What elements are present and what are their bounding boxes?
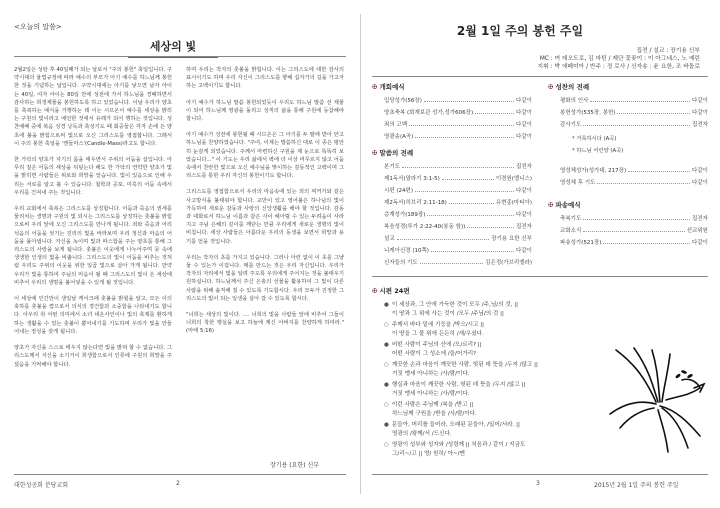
bullet-icon: ○ <box>384 402 389 408</box>
bottom-divider <box>14 474 346 475</box>
psalm-verse: 거짓 맹세 아니하는 /사/람/이다. <box>392 391 470 397</box>
bottom-divider <box>372 474 708 475</box>
top-divider <box>14 56 346 57</box>
paragraph: 아기 예수가 하느님 말씀 봉헌되었듯이 우리도 하느님 말씀 선 제물이 되어 하느님께 영광을 돌리고 성직의 삶을 통해 구원에 동참해야 합니다. <box>186 99 344 123</box>
sermon-column-1 <box>14 66 172 377</box>
order-row: 영성체성가(성가대, 217장) 다같이 <box>560 168 708 174</box>
sermon-column-2 <box>186 66 344 344</box>
psalm-verse: 하느님께 구원을 /받을 /사/람/이다. <box>392 411 477 417</box>
paragraph: 한 가닥의 양초가 자기의 몸을 태우면서 주위의 어둠을 삽입니다. 아무리 짙은 어둠의 세상을 뒤덮는다 해도 한 가닥의 연약한 양초가 빛을 밝히면 사람들은 위로와 희망을 얻습니다. 빛이 있음으로 인해 우리는 서로를 알고 볼 수 있습니다. 철학과 공포, 미혹의 어둠 속에서 우리를 건져내 주는 것입니다. <box>14 157 172 196</box>
order-row: 니케아신경 (10쪽) 다같이 <box>384 248 532 254</box>
psalm-verse: 그/리~/고 || 영/ 원히/ 아~/멘 <box>392 451 465 457</box>
paragraph: 2월2일은 성탄 후 40일째가 되는 날로서 "주의 봉헌" 축일입니다. 구약시대의 율법규정에 따라 예수의 부모가 아기 예수를 하느님께 봉헌한 것을 기념하는 날입니다. 구약시대에는 아기를 낳으면 남자 아이는 40일, 여자 아이는 80일 만에 성전에 가서 하느님을 경배하면서 감사하는 희생제물을 봉헌하도록 하고 있었습니다. 이날 우리가 양초를 축복하는 예식을 거행하는 데 이는 시므온이 예수를 세상을 밝히는 구원의 빛이라고 예언한 것에서 유래가 되어 행하는 것입니다. 성찬예배 중에 복음 성경 낭독과 축성기도 때 회중들은 각자 손에 든 양초에 불을 밝힘으로써 빛으로 오신 그리스도를 영접합니다. 그래서 이 주의 봉헌 축일을 '캔들마스'(Candle-Mass)라고도 합니다. <box>14 67 172 147</box>
psalm-verse: ○ 주께서 바다 밑에 기둥을 /박으/시고 || <box>384 322 484 328</box>
sermon-title: 세상의 빛 <box>128 38 218 58</box>
cross-icon: ✠ <box>548 83 554 91</box>
section-heading: ✠ 말씀의 전례 <box>372 149 414 157</box>
psalm-verse: 이 땅과 그 위에 사는 것이 /모두 /주님/의 것 || <box>392 311 504 317</box>
order-row: 축복기도 집전자 <box>560 216 708 222</box>
order-row: 제2독서(히브리 2:11-18) 유현종(마티아) <box>384 200 532 206</box>
sermon-author: 장기용 (요한) 신부 <box>270 462 320 469</box>
order-row: 제1독서(말라기 3:1-5) 이경원(엘니스) <box>384 176 532 182</box>
cross-icon: ✠ <box>372 149 378 157</box>
paragraph: 우리는 작자의 초를 가지고 있습니다. 그러나 아런 없이 이 초를 그냥 둘 수 있는가 이겁니다. 매를 만드는 것은 우리 자신입니다. 우리가 작자의 자리에서 빛을 알려 주도록 우리에게 주어지는 것을 불태우기 원하십니다. 하느님께서 주신 은총의 선물을 활용하여 그 빛이 다른 사람을 위해 솔직해 질 수 있도록 기도합시다. 우리 모두가 진정한 그리스도의 빛이 되는 일생을 살아 갈 수 있도록 합시다. <box>186 254 344 302</box>
psalm-verse: ● 문들아, 머리를 들어라, 오래된 문들아, /일어/서라. || <box>384 422 520 428</box>
bullet-icon: ○ <box>384 322 389 328</box>
footer-church: 대한성공회 분당교회 <box>14 482 69 489</box>
order-row: 시편 (24편) 다같이 <box>384 188 532 194</box>
credit-line: 집전 / 설교 : 장기용 신부 <box>636 48 700 54</box>
credit-line: 지휘 : 박 에페미아 / 반주 : 정 로사 / 신자송 : 윤 요한, 조 바돌로 <box>537 64 700 70</box>
page-number: 3 <box>536 480 540 487</box>
paragraph: 우리 교회에서 축복은 그리스도를 상징합니다. 어둠과 죽음의 권세를 물리치는 생명과 구원의 빛 되시는 그리스도를 상징하는 촛불을 밝힘으로써 우리 앞에 오신 그리스도를 만나게 됩니다. 죄와 죽음과 어리석음의 어둠을 씻기는 진리의 빛을 바라보며 우리 정신과 마음의 어둠을 몰아냅니다. 자신을 녹이며 빛과 따스함을 주는 양초를 통해 그리스도의 사랑을 보게 됩니다. 촛불은 이웃에게 나누어주며 뭇 속에 생생한 인생의 빛을 비춥니다. 그리스도의 빛이 어둠을 비추는 것처럼 우리도 주위의 이웃을 위한 일곱 빛으로 살아 가게 됩니다. 만약 우리가 빛을 통하여 주님의 마음이 될 때 그리스도의 빛이 온 세상에 비추어 우리의 생명을 불어넣을 수 있게 될 것입니다. <box>14 206 172 286</box>
sub-item: * 거룩하시다 (A곡) <box>572 136 617 142</box>
section-heading: ✠ 성찬의 전례 <box>548 83 590 91</box>
dove-icon <box>596 340 712 460</box>
psalm-verse: 어떤 사람이 그 성소에 /들/어가리? <box>392 351 477 357</box>
service-credits <box>430 47 700 71</box>
order-row: 양초축복 (회재보관 성가,성가606장) 다같이 <box>384 110 532 116</box>
order-row: 층계성가(189장) 다같이 <box>384 212 532 218</box>
order-row: 영성체 후 기도 다같이 <box>560 180 708 186</box>
top-divider <box>372 76 708 77</box>
bullet-icon: ● <box>384 302 389 308</box>
order-row: 봉헌성가(535장, 봉헌) 다같이 <box>560 110 708 116</box>
paragraph: 이 세상에 인간만이 생일날 케이크에 촛불을 밝힐을 알고, 모든 이의 축하를 촛불을 켬으로서 의식의 경건함과 소중함을 나타내기도 합니다. 아우리 취 어떤 의미에서 소녀 네온사인이나 빛의 축제를 환하게 하는 생활을 수 있는 촛불이 뿜어내기를 기도하며 우리가 빛을 만들어내는 정성을 갖게 됩니다. <box>14 296 172 335</box>
cross-icon: ✠ <box>372 83 378 91</box>
order-row: 죄의 고백 다같이 <box>384 122 532 128</box>
order-row: 파송성가(521장) 다같이 <box>560 240 708 246</box>
psalm-verse: ○ 이런 사람은 주님께 /복을 /받고 || <box>384 402 474 408</box>
section-heading: ✠ 시편 24편 <box>372 287 410 295</box>
mid-divider <box>372 276 708 277</box>
order-row: 복음성경(루가 2:22-40(봉동 함)) 집전자 <box>384 224 532 230</box>
paragraph: 그리스도를 영접함으로서 우리의 마음속에 있는 죄의 찌꺼기와 같은 사고방식을 불태워야 합니다. 교만이 있고 영어불은 하나님의 빛이 가득하여 새로운 감동과 사랑의 신앙생활을 해야 할 것입니다. 감동과 대화로서 하느님 이름과 같은 사이 헤아릴 수 있는 두려움이 사라지고 주님 은혜의 깊이를 깨닫는 만큼 우리에게 새로운 생명의 빛이 비칩니다. 세상 사람들은 아름다운 우리의 동생을 보면서 희망과 용기를 얻을 것입니다. <box>186 189 344 245</box>
section-tag: <오늘의 말씀> <box>14 23 62 31</box>
order-row: 본기도 집전자 <box>384 164 532 170</box>
psalm-verse: ● 이 세상과, 그 안에 가득한 것이 모두 /주,님/의 것, || <box>384 302 519 308</box>
bullet-icon: ○ <box>384 442 389 448</box>
bullet-icon: ● <box>384 342 389 348</box>
section-heading: ✠ 파송예식 <box>548 201 581 209</box>
order-row: 평화의 인사 다같이 <box>560 98 708 104</box>
psalm-verse: ● 행실과 마음이 깨끗한 사람, 헛된 데 뜻을 /두지 /않고 || <box>384 382 526 388</box>
bullet-icon: ● <box>384 422 389 428</box>
footer-date: 2015년 2월 1일 주의 봉헌 주일 <box>594 482 679 489</box>
credit-line: MC : 여 데오도로, 김 마틴 / 제단 꽃꽂이 : 이 아그네스, 노 예린 <box>539 56 700 62</box>
paragraph: 양초가 자신을 스스로 태우지 않는다면 빛을 밝혀 할 수 없습니다. 그리스도께서 자신을 소기거이 희생함으로서 인류에 구원의 희망을 주셨음을 기억해야 합니다. <box>14 345 172 368</box>
psalm-verse: 이 땅을 그 물 위에 든든히 /세/우셨다. <box>392 331 484 337</box>
order-row: 신자들의 기도 김은정(가브리엘라) <box>384 260 532 266</box>
psalm-verse: ○ 깨끗한 손과 마음이 깨끗한 사람, 헛된 데 뜻을 /두지 /않고 || <box>384 362 538 368</box>
paragraph: 하며 우리는 작자의 촛불을 밝힙니다. 이는 그리스도에 대한 감사의 표시이기도 하며 우리 자신이 그리스도를 향해 십자가의 길을 가고자 하는 고백이기도 합니다. <box>186 67 344 90</box>
order-row: 감사기도 집전자 <box>560 122 708 128</box>
cross-icon: ✠ <box>372 287 378 295</box>
order-row: 영광송(A곡) 다같이 <box>384 134 532 140</box>
section-heading: ✠ 개회예식 <box>372 83 405 91</box>
order-row: 설교 장기용 요한 신부 <box>384 236 532 242</box>
cross-icon: ✠ <box>548 201 554 209</box>
order-row: 입당성가(56장) 다같이 <box>384 98 532 104</box>
bullet-icon: ○ <box>384 362 389 368</box>
psalm-verse: 거짓 맹세 아니하는 /사/람/이다. <box>392 371 470 377</box>
order-row: 교회소식 선교위원 <box>560 228 708 234</box>
page-number: 2 <box>176 480 180 487</box>
service-title: 2월 1일 주의 봉헌 주일 <box>456 24 584 38</box>
psalm-verse: 영광의 /왕께/서 /드신다. <box>392 431 452 437</box>
paragraph: 아기 예수가 성전에 봉헌될 때 시므온은 그 아기를 두 팔에 받아 안고 하느님을 찬양하였습니다. "주여, 이제는 말씀하신 대로 이 종은 평안히 눈감게 되었습니다. 주께서 마련하신 구원을 제 눈으로 똑똑히 보았습니다..." 이 기도는 우리 삶에서 벽에 더 이상 머무르지 않고 어둠 속에서 찬란한 빛으로 오신 예수님을 맞이하는 감동적인 고백이며 그리스도를 통한 우리 자신의 봉헌이기도 합니다. <box>186 132 344 180</box>
psalm-verse: ● 어떤 사람이 주님의 산에 /오/르리? || <box>384 342 482 348</box>
psalm-verse: ○ 영광이 성부와 성자와 /성령께 || 처음과 / 같이 / 지금도 <box>384 442 526 448</box>
scripture-quote: "너희는 세상의 빛이다. .... 너희의 빛을 사람들 앞에 비추어 그들이 너희의 착한 행실을 보고 하늘에 계신 아버지를 찬양하게 하여라." (마태 5:16) <box>186 312 344 335</box>
bullet-icon: ● <box>384 382 389 388</box>
sub-item: * 하느님 어린양 (A곡) <box>572 148 624 154</box>
page-gutter <box>360 14 361 494</box>
